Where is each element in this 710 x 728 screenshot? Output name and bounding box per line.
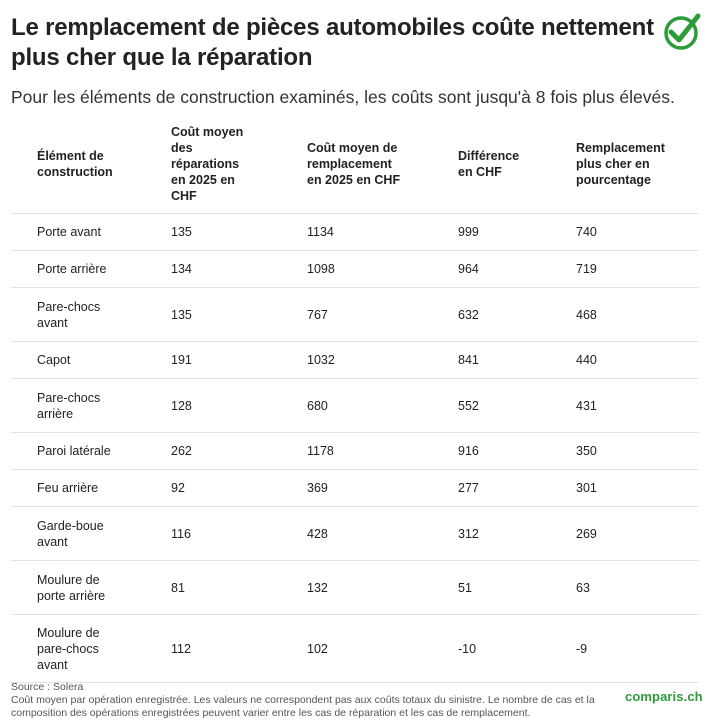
difference-cell: 312	[458, 526, 479, 541]
method-note: Coût moyen par opération enregistrée. Les valeurs ne correspondent pas aux coûts totaux du sinistre. Le nombre de cas et la composition des opérations enregistrées peuvent varier entre les cas de réparation et les cas de remplacement.	[11, 694, 595, 719]
percentage-cell: 468	[576, 307, 597, 322]
percentage-cell: 740	[576, 225, 597, 239]
repair-cost-cell: 116	[171, 526, 191, 541]
replacement-cost-cell: 369	[307, 481, 328, 495]
row-label-cell: Pare-chocs arrière	[37, 390, 101, 421]
replacement-cost-cell: 1134	[307, 225, 334, 239]
table-row	[11, 214, 699, 251]
replacement-cost-cell: 428	[307, 526, 328, 541]
difference-cell: 632	[458, 307, 479, 322]
difference-cell: 916	[458, 444, 479, 458]
row-label-cell: Feu arrière	[37, 481, 99, 495]
table-row	[11, 561, 699, 615]
replacement-cost-cell: 1032	[307, 353, 335, 367]
table-row	[11, 507, 699, 561]
percentage-cell: 269	[576, 526, 597, 541]
column-header: Différence en CHF	[458, 149, 520, 179]
replacement-cost-cell: 767	[307, 307, 328, 322]
replacement-cost-cell: 132	[307, 580, 328, 595]
column-header: Coût moyen des réparations en 2025 en CHF	[171, 125, 244, 203]
checkmark-circle-icon	[661, 12, 701, 52]
row-label-cell: Garde-boue avant	[37, 518, 104, 549]
difference-cell: 51	[458, 580, 472, 595]
table-row	[11, 251, 699, 288]
table-body	[11, 214, 699, 683]
repair-cost-cell: 128	[171, 398, 192, 413]
column-header: Coût moyen de remplacement en 2025 en CHF	[307, 141, 401, 187]
table-row	[11, 615, 699, 683]
source-note: Source : Solera	[11, 681, 84, 693]
chart-subtitle: Pour les éléments de construction examinés, les coûts sont jusqu'à 8 fois plus élevés.	[11, 87, 675, 107]
percentage-cell: 301	[576, 481, 597, 495]
percentage-cell: 431	[576, 398, 597, 413]
row-label-cell: Capot	[37, 353, 71, 367]
percentage-cell: -9	[576, 641, 588, 656]
replacement-cost-cell: 1178	[307, 444, 334, 458]
row-label-cell: Porte arrière	[37, 262, 107, 276]
repair-cost-cell: 112	[171, 641, 191, 656]
table-row	[11, 379, 699, 433]
percentage-cell: 350	[576, 444, 597, 458]
repair-cost-cell: 135	[171, 225, 192, 239]
table-row	[11, 288, 699, 342]
percentage-cell: 440	[576, 353, 597, 367]
row-label-cell: Pare-chocs avant	[37, 299, 101, 330]
repair-cost-cell: 92	[171, 481, 185, 495]
brand-logo: comparis.ch	[625, 689, 703, 704]
column-header: Élément de construction	[37, 149, 113, 179]
chart-title: Le remplacement de pièces automobiles coûte nettement plus cher que la réparation	[11, 14, 654, 71]
row-label-cell: Moulure de pare-chocs avant	[37, 625, 100, 672]
difference-cell: 964	[458, 262, 479, 276]
replacement-cost-cell: 1098	[307, 262, 335, 276]
difference-cell: 999	[458, 225, 479, 239]
repair-cost-cell: 191	[171, 353, 192, 367]
replacement-cost-cell: 680	[307, 398, 328, 413]
table-row	[11, 470, 699, 507]
table-row	[11, 342, 699, 379]
repair-cost-cell: 81	[171, 580, 185, 595]
difference-cell: -10	[458, 641, 477, 656]
footer	[11, 681, 611, 720]
repair-cost-cell: 134	[171, 262, 192, 276]
difference-cell: 277	[458, 481, 479, 495]
percentage-cell: 719	[576, 262, 597, 276]
replacement-cost-cell: 102	[307, 641, 328, 656]
row-label-cell: Moulure de porte arrière	[37, 572, 106, 603]
table-header	[11, 113, 699, 214]
repair-cost-cell: 135	[171, 307, 192, 322]
percentage-cell: 63	[576, 580, 590, 595]
repair-cost-cell: 262	[171, 444, 192, 458]
difference-cell: 552	[458, 398, 479, 413]
row-label-cell: Paroi latérale	[37, 444, 111, 458]
row-label-cell: Porte avant	[37, 225, 101, 239]
data-table	[11, 113, 699, 683]
difference-cell: 841	[458, 353, 479, 367]
table-row	[11, 433, 699, 470]
column-header: Remplacement plus cher en pourcentage	[576, 141, 665, 187]
